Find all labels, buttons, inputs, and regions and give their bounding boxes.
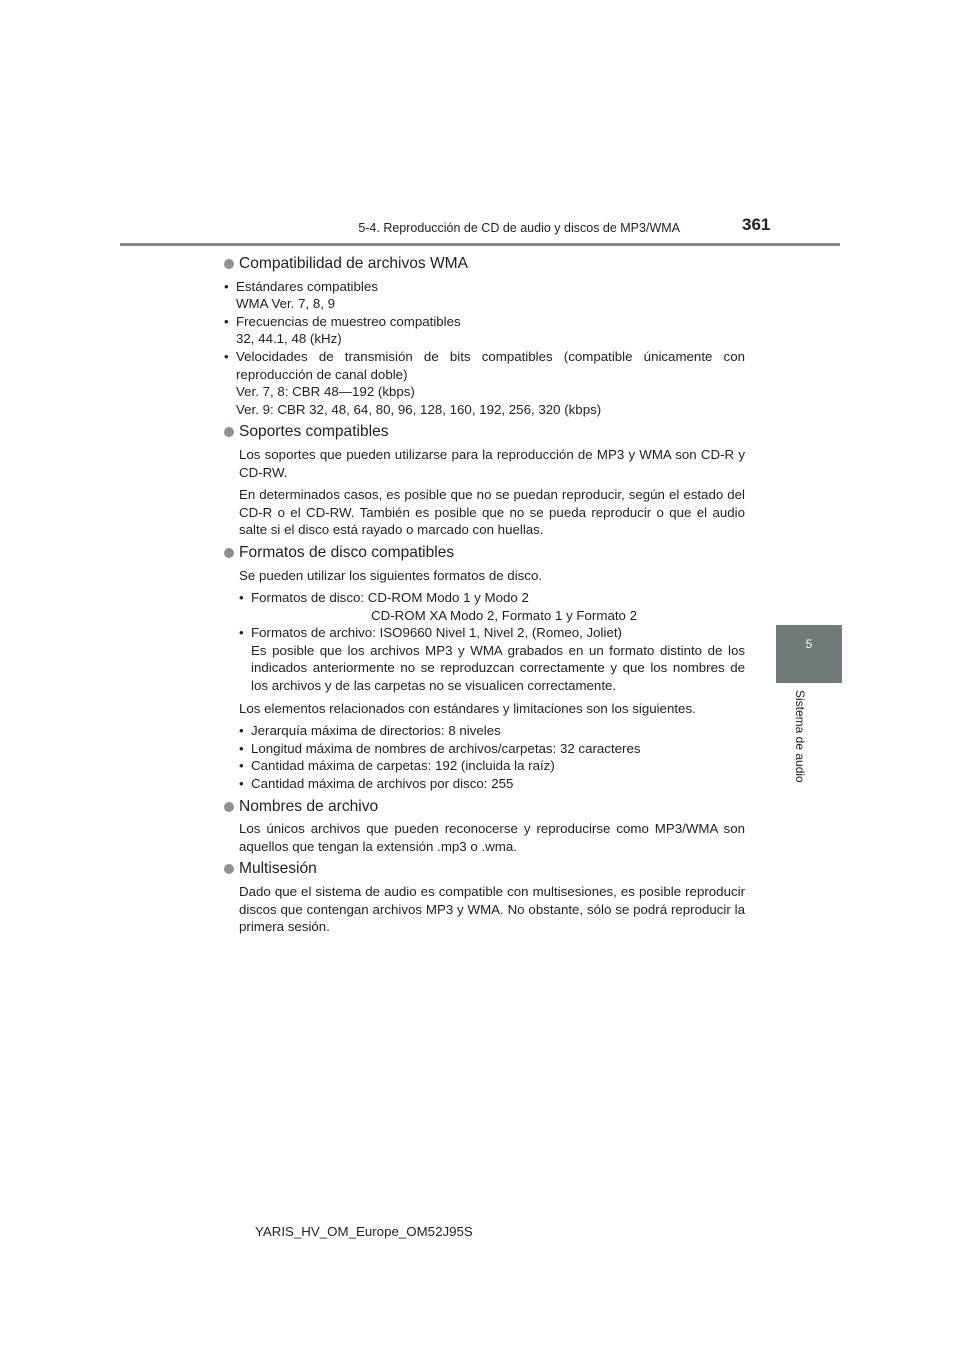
section-title-text: Formatos de disco compatibles (239, 543, 455, 561)
section-body (239, 883, 745, 936)
disc-format-value: CD-ROM Modo 1 y Modo 2 (367, 590, 529, 606)
list-mark: • (224, 278, 229, 294)
section-media (224, 423, 745, 539)
side-tab-label: Sistema de audio (793, 690, 807, 783)
section-filenames (224, 798, 745, 856)
list-item (239, 624, 745, 694)
list-item (239, 757, 745, 775)
section-body (224, 278, 745, 419)
section-title (224, 798, 745, 816)
list-item-line: 32, 44.1, 48 (kHz) (236, 331, 342, 347)
paragraph: Se pueden utilizar los siguientes formatos de disco. (239, 567, 543, 583)
section-body (239, 446, 745, 539)
list-mark: • (239, 776, 244, 792)
bullet-circle-icon (224, 864, 234, 874)
list-item-label: Velocidades de transmisión de bits compatibles (compatible únicamente con reproducción de canal doble) (236, 348, 745, 382)
list-item-line: Ver. 7, 8: CBR 48—192 (kbps) (236, 384, 415, 400)
section-multisession (224, 860, 745, 935)
list-item (224, 313, 745, 348)
bullet-circle-icon (224, 259, 234, 269)
paragraph: Los soportes que pueden utilizarse para la reproducción de MP3 y WMA son CD-R y CD-RW. (239, 446, 745, 480)
paragraph: En determinados casos, es posible que no se puedan reproducir, según el estado del CD-R o el CD-RW. También es posible que no se pueda reproducir o que el audio salte si el disco está rayado o marcado con huellas. (239, 487, 745, 538)
list-mark: • (239, 625, 244, 641)
list-item (239, 722, 745, 740)
list-mark: • (239, 740, 244, 756)
list-item (239, 589, 745, 624)
side-tab-number: 5 (805, 637, 813, 651)
section-title (224, 544, 745, 562)
footer-code: YARIS_HV_OM_Europe_OM52J95S (255, 1224, 473, 1239)
section-wma (224, 255, 745, 418)
disc-formats-label: Formatos de disco: (251, 590, 365, 606)
list-item-line: Ver. 9: CBR 32, 48, 64, 80, 96, 128, 160, 192, 256, 320 (kbps) (236, 401, 602, 417)
list-mark: • (239, 723, 244, 739)
list-mark: • (239, 758, 244, 774)
section-body (239, 820, 745, 855)
file-formats: Formatos de archivo: ISO9660 Nivel 1, Nivel 2, (Romeo, Joliet) (251, 625, 622, 641)
list-item-text: Jerarquía máxima de directorios: 8 niveles (251, 723, 501, 739)
list-item (224, 278, 745, 313)
section-title (224, 423, 745, 441)
table-row (251, 589, 745, 607)
page-number: 361 (742, 215, 771, 234)
section-title-text: Compatibilidad de archivos WMA (239, 255, 468, 272)
list-item-line: WMA Ver. 7, 8, 9 (236, 296, 336, 312)
list-item-text: Cantidad máxima de archivos por disco: 255 (251, 776, 514, 792)
section-title (224, 860, 745, 878)
list-item (224, 348, 745, 418)
paragraph: Los únicos archivos que pueden reconocerse y reproducirse como MP3/WMA son aquellos que tengan la extensión .mp3 o .wma. (239, 821, 745, 854)
bullet-circle-icon (224, 802, 234, 812)
list (239, 589, 745, 695)
list-item-text: Longitud máxima de nombres de archivos/carpetas: 32 caracteres (251, 740, 641, 756)
bullet-circle-icon (224, 427, 234, 437)
header-title: 5-4. Reproducción de CD de audio y discos de MP3/WMA (358, 221, 680, 235)
section-body (239, 567, 745, 793)
section-title (224, 255, 745, 273)
list-mark: • (224, 348, 229, 364)
disc-format-value: CD-ROM XA Modo 2, Formato 1 y Formato 2 (371, 607, 638, 623)
list-item (239, 740, 745, 758)
list-mark: • (239, 590, 244, 606)
list-item-label: Estándares compatibles (236, 278, 378, 294)
side-tab (776, 625, 842, 683)
paragraph: Dado que el sistema de audio es compatible con multisesiones, es posible reproducir discos que contengan archivos MP3 y WMA. No obstante, sólo se podrá reproducir la primera sesión. (239, 884, 745, 935)
list-item-text: Cantidad máxima de carpetas: 192 (incluida la raíz) (251, 758, 555, 774)
list-mark: • (224, 313, 229, 329)
bullet-circle-icon (224, 548, 234, 558)
header-rule (120, 243, 840, 246)
list-item (239, 775, 745, 793)
section-formats (224, 544, 745, 793)
file-formats-note: Es posible que los archivos MP3 y WMA grabados en un formato distinto de los indicados anteriormente no se reproduzcan correctamente y que los nombres de los archivos y de las carpetas no se visualicen correctamente. (251, 642, 745, 694)
list-item-label: Frecuencias de muestreo compatibles (236, 313, 461, 329)
list (239, 722, 745, 792)
paragraph: Los elementos relacionados con estándares y limitaciones son los siguientes. (239, 700, 696, 716)
page-content (224, 255, 745, 941)
section-title-text: Nombres de archivo (239, 797, 379, 815)
section-title-text: Soportes compatibles (239, 423, 389, 441)
section-title-text: Multisesión (239, 860, 317, 878)
